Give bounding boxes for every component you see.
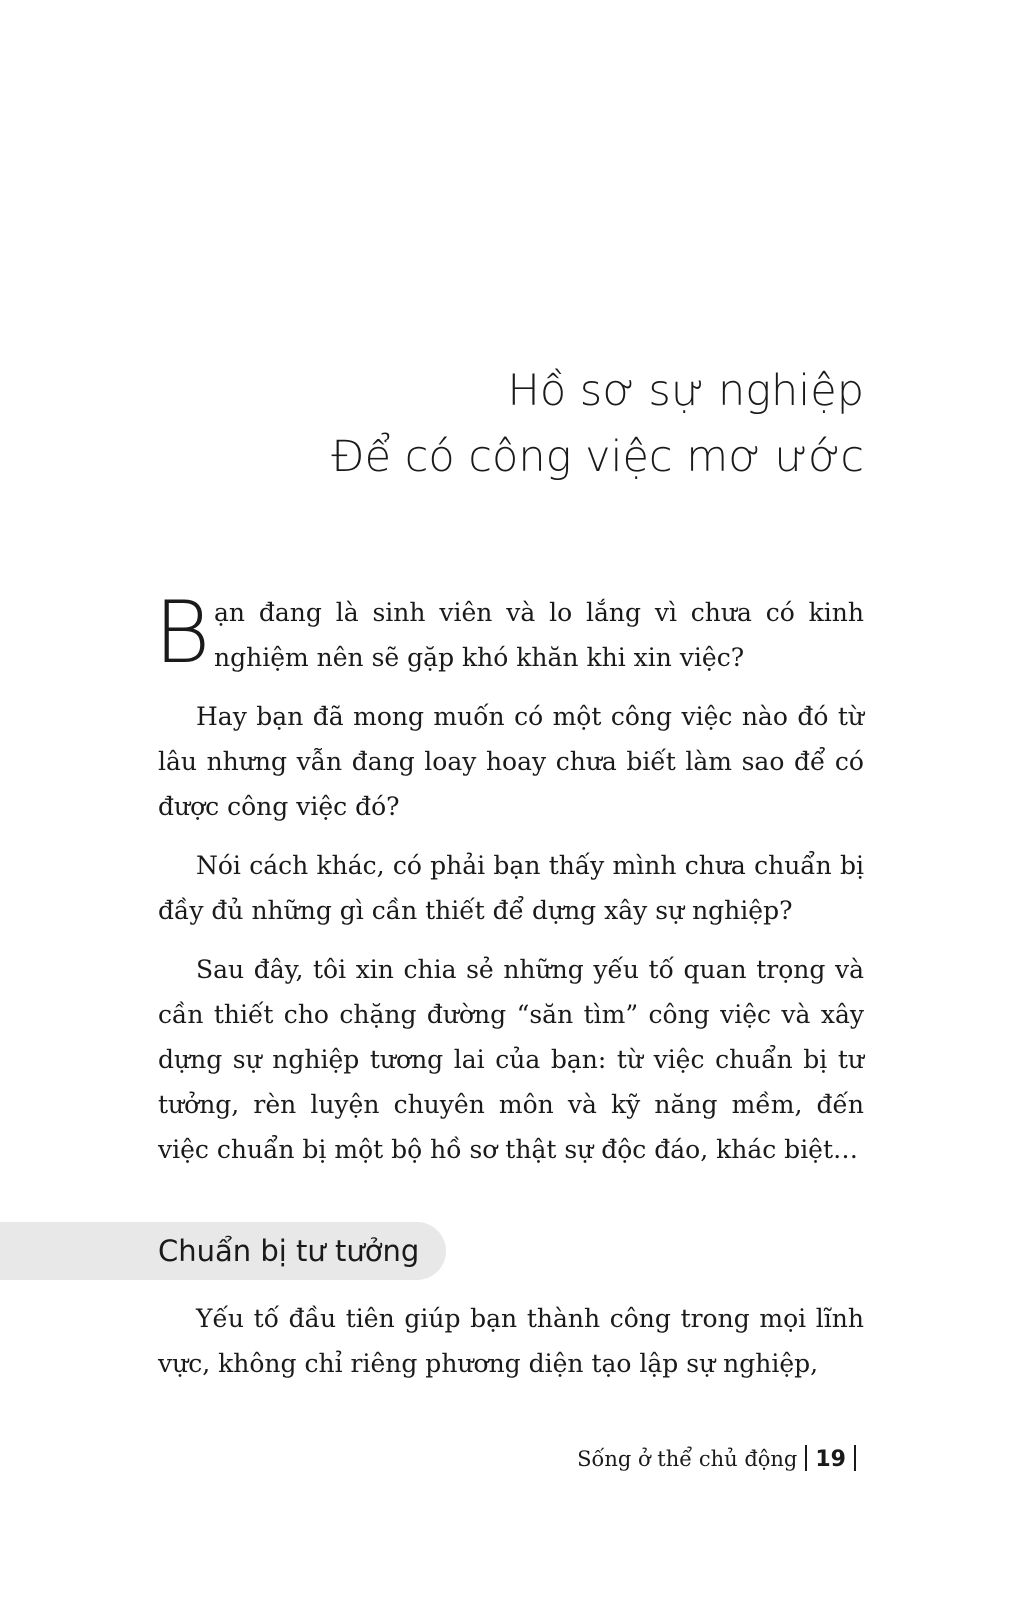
footer-separator bbox=[805, 1445, 807, 1471]
drop-cap: B bbox=[154, 583, 211, 683]
section-heading: Chuẩn bị tư tưởng bbox=[158, 1234, 420, 1268]
page-number: 19 bbox=[815, 1447, 846, 1472]
section-text bbox=[158, 1296, 864, 1400]
paragraph: Nói cách khác, có phải bạn thấy mình chưa chuẩn bị đầy đủ những gì cần thiết để dựng xây sự nghiệp? bbox=[158, 851, 864, 925]
footer-separator bbox=[854, 1445, 856, 1471]
paragraph: Hay bạn đã mong muốn có một công việc nào đó từ lâu nhưng vẫn đang loay hoay chưa biết làm sao để có được công việc đó? bbox=[158, 702, 864, 821]
page-footer bbox=[577, 1442, 864, 1477]
lead-paragraph bbox=[154, 583, 864, 683]
chapter-title-line-1: Hồ sơ sự nghiệp bbox=[507, 366, 864, 416]
chapter-title-line-2: Để có công việc mơ ước bbox=[331, 432, 864, 482]
lead-paragraph-text: ạn đang là sinh viên và lo lắng vì chưa có kinh nghiệm nên sẽ gặp khó khăn khi xin việc? bbox=[214, 598, 864, 672]
paragraph: Yếu tố đầu tiên giúp bạn thành công trong mọi lĩnh vực, không chỉ riêng phương diện tạo lập sự nghiệp, bbox=[158, 1304, 864, 1378]
paragraph: Sau đây, tôi xin chia sẻ những yếu tố quan trọng và cần thiết cho chặng đường “săn tìm” công việc và xây dựng sự nghiệp tương lai của bạn: từ việc chuẩn bị tư tưởng, rèn luyện chuyên môn và kỹ năng mềm, đến việc chuẩn bị một bộ hồ sơ thật sự độc đáo, khác biệt… bbox=[158, 955, 864, 1164]
running-title: Sống ở thể chủ động bbox=[577, 1447, 798, 1471]
intro-text bbox=[154, 583, 864, 1186]
chapter-title bbox=[331, 358, 864, 490]
